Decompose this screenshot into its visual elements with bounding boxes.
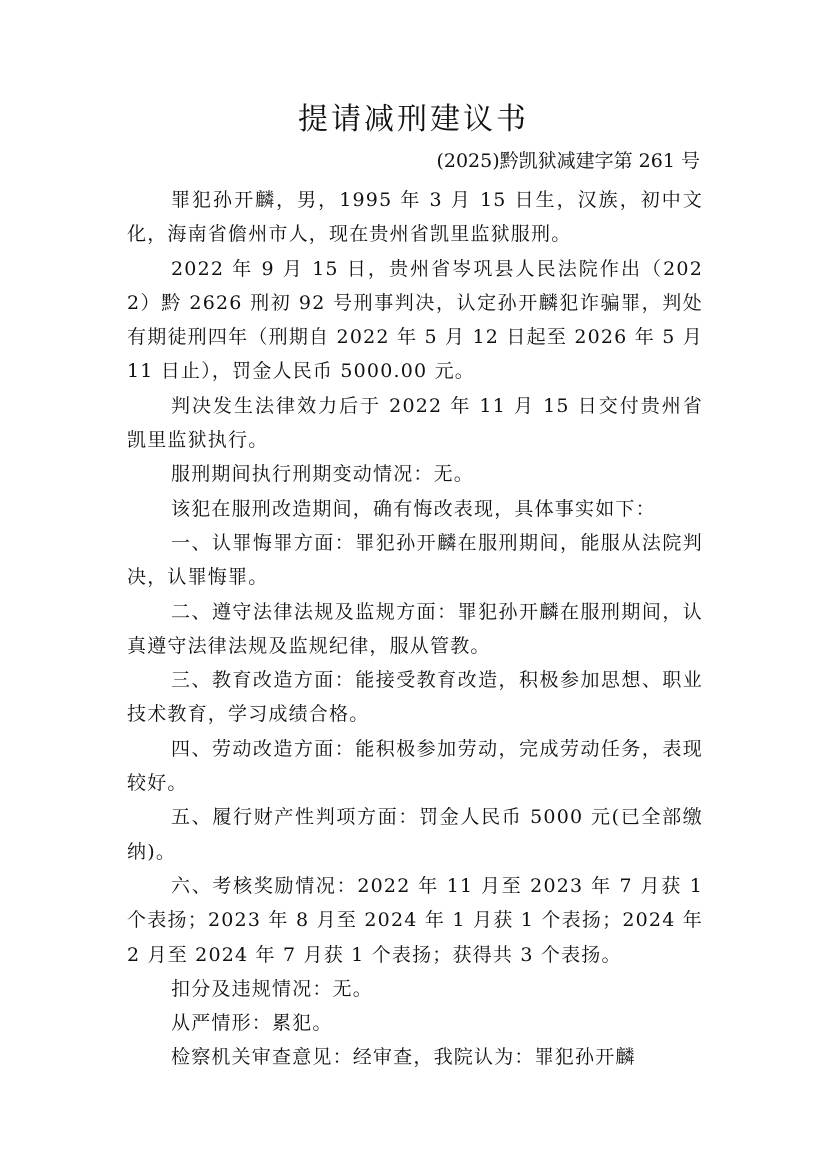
paragraph-violations: 扣分及违规情况：无。: [171, 977, 374, 1000]
paragraph-criminal-info: 罪犯孙开麟，男，1995 年 3 月 15 日生，汉族，初中文化，海南省儋州市人，现在贵州省凯里监狱服刑。: [127, 189, 703, 246]
paragraph-procuratorate-opinion: 检察机关审查意见：经审查，我院认为：罪犯孙开麟: [171, 1046, 636, 1069]
paragraph-strict-circumstances: 从严情形：累犯。: [171, 1012, 333, 1035]
paragraph-labor: 四、劳动改造方面：能积极参加劳动，完成劳动任务，表现较好。: [127, 737, 703, 795]
paragraph-judgment: 2022 年 9 月 15 日，贵州省岑巩县人民法院作出（2022）黔 2626 刑初 92 号刑事判决，认定孙开麟犯诈骗罪，判处有期徒刑四年（刑期自 2022 年 5 月 12 日起至 2026 年 5 月 11 日止），罚金人民币 5000.00 元。: [127, 257, 703, 383]
document-title: 提请减刑建议书: [298, 102, 529, 137]
document-number: (2025)黔凯狱减建字第 261 号: [436, 150, 700, 172]
paragraph-rewards: 六、考核奖励情况：2022 年 11 月至 2023 年 7 月获 1 个表扬；2023 年 8 月至 2024 年 1 月获 1 个表扬；2024 年 2 月至 2024 年 7 月获 1 个表扬；获得共 3 个表扬。: [127, 874, 703, 966]
paragraph-execution: 判决发生法律效力后于 2022 年 11 月 15 日交付贵州省凯里监狱执行。: [127, 394, 703, 452]
paragraph-education: 三、教育改造方面：能接受教育改造，积极参加思想、职业技术教育，学习成绩合格。: [127, 669, 703, 726]
paragraph-admit-guilt: 一、认罪悔罪方面：罪犯孙开麟在服刑期间，能服从法院判决，认罪悔罪。: [127, 531, 703, 589]
paragraph-repentance-intro: 该犯在服刑改造期间，确有悔改表现，具体事实如下：: [171, 497, 656, 520]
paragraph-property-penalty: 五、履行财产性判项方面：罚金人民币 5000 元(已全部缴纳)。: [127, 806, 703, 863]
paragraph-sentence-changes: 服刑期间执行刑期变动情况：无。: [171, 463, 475, 486]
paragraph-obey-rules: 二、遵守法律法规及监规方面：罪犯孙开麟在服刑期间，认真遵守法律法规及监规纪律，服从管教。: [127, 600, 703, 657]
document-body: [127, 183, 703, 1075]
